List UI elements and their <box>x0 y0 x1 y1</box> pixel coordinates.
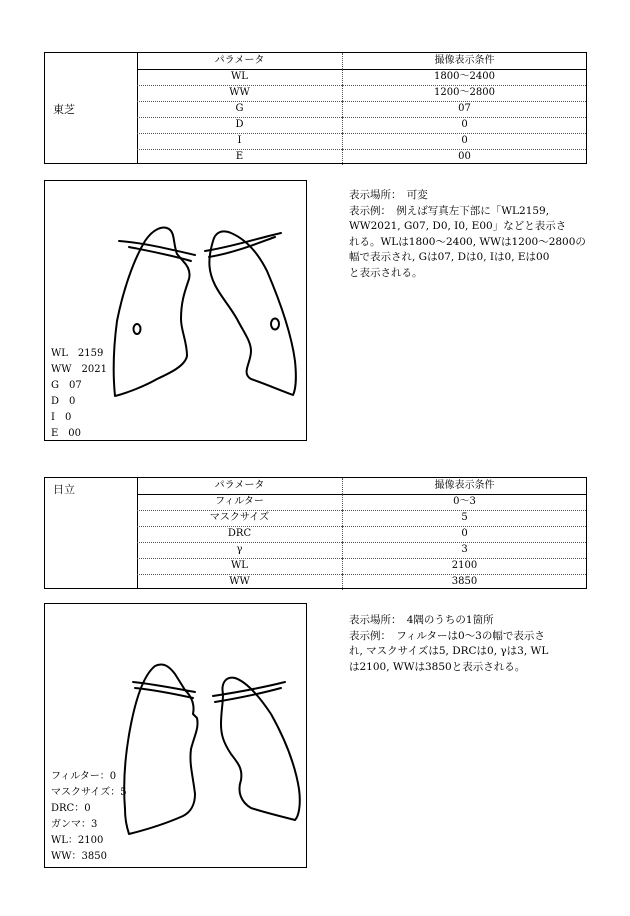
table-row <box>137 133 586 150</box>
row-cond: 0 <box>461 528 468 539</box>
table-row <box>137 558 586 575</box>
row-cond: 5 <box>461 512 468 523</box>
row-param: WW <box>137 574 343 590</box>
overlay-readout <box>51 769 127 865</box>
readout-drc: DRC：0 <box>51 803 91 814</box>
readout-ww: WW：3850 <box>51 851 108 862</box>
row-cond: 2100 <box>451 560 478 571</box>
left-nodule <box>134 324 141 334</box>
table-header <box>137 53 586 70</box>
desc-line: 表示場所： 4隅のうちの1箇所 <box>349 614 494 626</box>
row-param: マスクサイズ <box>137 510 343 526</box>
table-row <box>137 542 586 559</box>
vendor-name: 日立 <box>53 483 75 496</box>
row-param: I <box>137 133 343 149</box>
readout-i: I 0 <box>51 412 72 423</box>
row-cond: 1800～2400 <box>434 71 495 82</box>
left-lung-outline <box>114 228 190 397</box>
desc-line: は2100, WWは3850と表示される。 <box>349 660 526 673</box>
readout-gamma: ガンマ：3 <box>51 819 98 830</box>
desc-line: WW2021, G07, D0, I0, E00」などと表示さ <box>349 220 567 232</box>
readout-mask-size: マスクサイズ：5 <box>51 787 127 798</box>
readout-ww: WW 2021 <box>51 364 108 375</box>
desc-line: と表示される。 <box>349 266 423 279</box>
row-param: WL <box>137 69 343 85</box>
hitachi-parameter-table <box>44 477 587 589</box>
table-row <box>137 117 586 134</box>
row-cond: 3 <box>461 544 468 555</box>
row-cond: 1200～2800 <box>434 87 495 98</box>
right-nodule <box>271 319 279 330</box>
table-row <box>137 101 586 118</box>
vendor-label <box>45 478 138 588</box>
table-row <box>137 494 586 511</box>
toshiba-parameter-table <box>44 52 587 164</box>
toshiba-xray-figure <box>44 180 307 441</box>
row-cond: 0 <box>461 135 468 146</box>
row-cond: 00 <box>458 151 471 162</box>
table-row <box>137 510 586 527</box>
table-row <box>137 149 586 165</box>
right-lung-outline <box>209 231 295 395</box>
readout-filter: フィルター：0 <box>51 771 117 782</box>
desc-line: 表示例： フィルターは0～3の幅で表示さ <box>349 629 545 642</box>
vendor-name: 東芝 <box>53 103 75 116</box>
readout-g: G 07 <box>51 380 82 391</box>
readout-d: D 0 <box>51 396 76 407</box>
row-cond: 3850 <box>451 576 478 587</box>
desc-line: 表示場所： 可変 <box>349 189 428 201</box>
overlay-readout <box>51 346 107 442</box>
hitachi-description <box>349 613 548 675</box>
hitachi-xray-figure <box>44 603 307 868</box>
table-header <box>137 478 586 495</box>
row-param: フィルター <box>137 494 343 510</box>
vendor-label <box>45 53 138 163</box>
desc-line: れる。WLは1800～2400, WWは1200～2800の <box>349 235 586 248</box>
row-param: γ <box>137 542 343 558</box>
header-cond: 撮像表示条件 <box>434 480 495 491</box>
header-param: パラメータ <box>137 53 343 69</box>
readout-wl: WL 2159 <box>51 348 104 359</box>
readout-e: E 00 <box>51 428 82 439</box>
row-cond: 0～3 <box>453 496 476 507</box>
row-cond: 07 <box>458 103 471 114</box>
desc-line: 表示例： 例えば写真左下部に「WL2159, <box>349 204 550 217</box>
header-param: パラメータ <box>137 478 343 494</box>
toshiba-description <box>349 188 586 281</box>
row-param: D <box>137 117 343 133</box>
row-param: DRC <box>137 526 343 542</box>
row-param: G <box>137 101 343 117</box>
table-row <box>137 69 586 86</box>
readout-wl: WL：2100 <box>51 835 104 846</box>
header-cond: 撮像表示条件 <box>434 55 495 66</box>
desc-line: れ, マスクサイズは5, DRCは0, γは3, WL <box>349 645 549 657</box>
row-param: WL <box>137 558 343 574</box>
row-param: WW <box>137 85 343 101</box>
row-param: E <box>137 149 343 165</box>
desc-line: 幅で表示され, Gは07, Dは0, Iは0, Eは00 <box>349 251 550 263</box>
table-row <box>137 574 586 590</box>
row-cond: 0 <box>461 119 468 130</box>
table-row <box>137 85 586 102</box>
table-row <box>137 526 586 543</box>
